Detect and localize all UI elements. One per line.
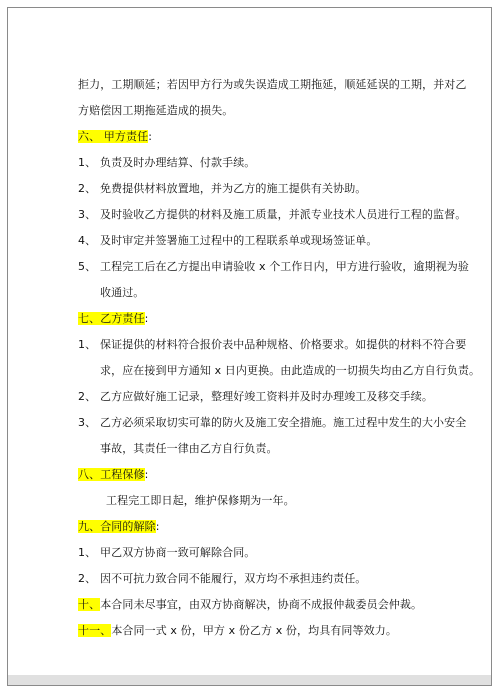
item-number: 4、: [78, 234, 97, 247]
section-9-heading: [78, 514, 440, 540]
list-item: [78, 202, 467, 228]
intro-line-1: 拒力，工期顺延；若因甲方行为或失误造成工期拖延，顺延延误的工期，并对乙: [78, 78, 467, 91]
section-7-colon: :: [144, 312, 149, 325]
item-text: 负责及时办理结算、付款手续。: [100, 156, 256, 169]
list-item: [78, 540, 440, 566]
item-number: 2、: [78, 572, 97, 585]
section-8-title: 八、工程保修: [78, 468, 145, 481]
section-10: [78, 592, 440, 618]
document-body: [78, 72, 481, 644]
item-number: 1、: [78, 156, 97, 169]
list-item-continuation: 求，应在接到甲方通知 x 日内更换。由此造成的一切损失均由乙方自行负责。: [100, 364, 481, 377]
item-text: 保证提供的材料符合报价表中品种规格、价格要求。如提供的材料不符合要: [100, 338, 467, 351]
list-item: [78, 150, 440, 176]
section-10-body: 本合同未尽事宜，由双方协商解决，协商不成报仲裁委员会仲裁。: [100, 598, 423, 611]
list-item: [78, 332, 467, 358]
section-10-title: 十、: [78, 598, 101, 611]
document-page: [7, 7, 492, 686]
item-number: 3、: [78, 416, 97, 429]
item-text: 及时审定并签署施工过程中的工程联系单或现场签证单。: [100, 234, 378, 247]
item-text: 乙方必须采取切实可靠的防火及施工安全措施。施工过程中发生的大小安全: [100, 416, 467, 429]
item-text: 因不可抗力致合同不能履行，双方均不承担违约责任。: [100, 572, 367, 585]
item-number: 1、: [78, 546, 97, 559]
item-number: 2、: [78, 390, 97, 403]
item-number: 2、: [78, 182, 97, 195]
list-item-continuation: 收通过。: [100, 286, 145, 299]
section-8-colon: :: [144, 468, 149, 481]
list-item: [78, 384, 440, 410]
item-text: 甲乙双方协商一致可解除合同。: [100, 546, 256, 559]
item-number: 5、: [78, 260, 97, 273]
section-7-heading: [78, 306, 440, 332]
list-item: [78, 410, 467, 436]
list-item-continuation: 事故，其责任一律由乙方自行负责。: [100, 442, 278, 455]
item-text: 及时验收乙方提供的材料及施工质量，并派专业技术人员进行工程的监督。: [100, 208, 467, 221]
section-11-title: 十一、: [78, 624, 112, 637]
list-item: [78, 254, 470, 280]
section-6-heading: [78, 124, 440, 150]
section-6-colon: :: [148, 130, 153, 143]
intro-line-2: 方赔偿因工期拖延造成的损失。: [78, 104, 234, 117]
section-8-body: 工程完工即日起，维护保修期为一年。: [106, 494, 295, 507]
list-item: [78, 228, 440, 254]
section-6-title: 六、 甲方责任: [78, 130, 149, 143]
list-item: [78, 176, 440, 202]
item-number: 3、: [78, 208, 97, 221]
item-text: 工程完工后在乙方提出申请验收 x 个工作日内，甲方进行验收，逾期视为验: [100, 260, 470, 273]
item-text: 乙方应做好施工记录，整理好竣工资料并及时办理竣工及移交手续。: [100, 390, 433, 403]
item-text: 免费提供材料放置地，并为乙方的施工提供有关协助。: [100, 182, 367, 195]
section-9-colon: :: [155, 520, 160, 533]
section-9-title: 九、合同的解除: [78, 520, 156, 533]
section-8-heading: [78, 462, 440, 488]
list-item: [78, 566, 440, 592]
section-11: [78, 618, 440, 644]
section-11-body: 本合同一式 x 份，甲方 x 份乙方 x 份，均具有同等效力。: [111, 624, 397, 637]
section-7-title: 七、乙方责任: [78, 312, 145, 325]
item-number: 1、: [78, 338, 97, 351]
page-bottom-edge: [8, 675, 491, 685]
